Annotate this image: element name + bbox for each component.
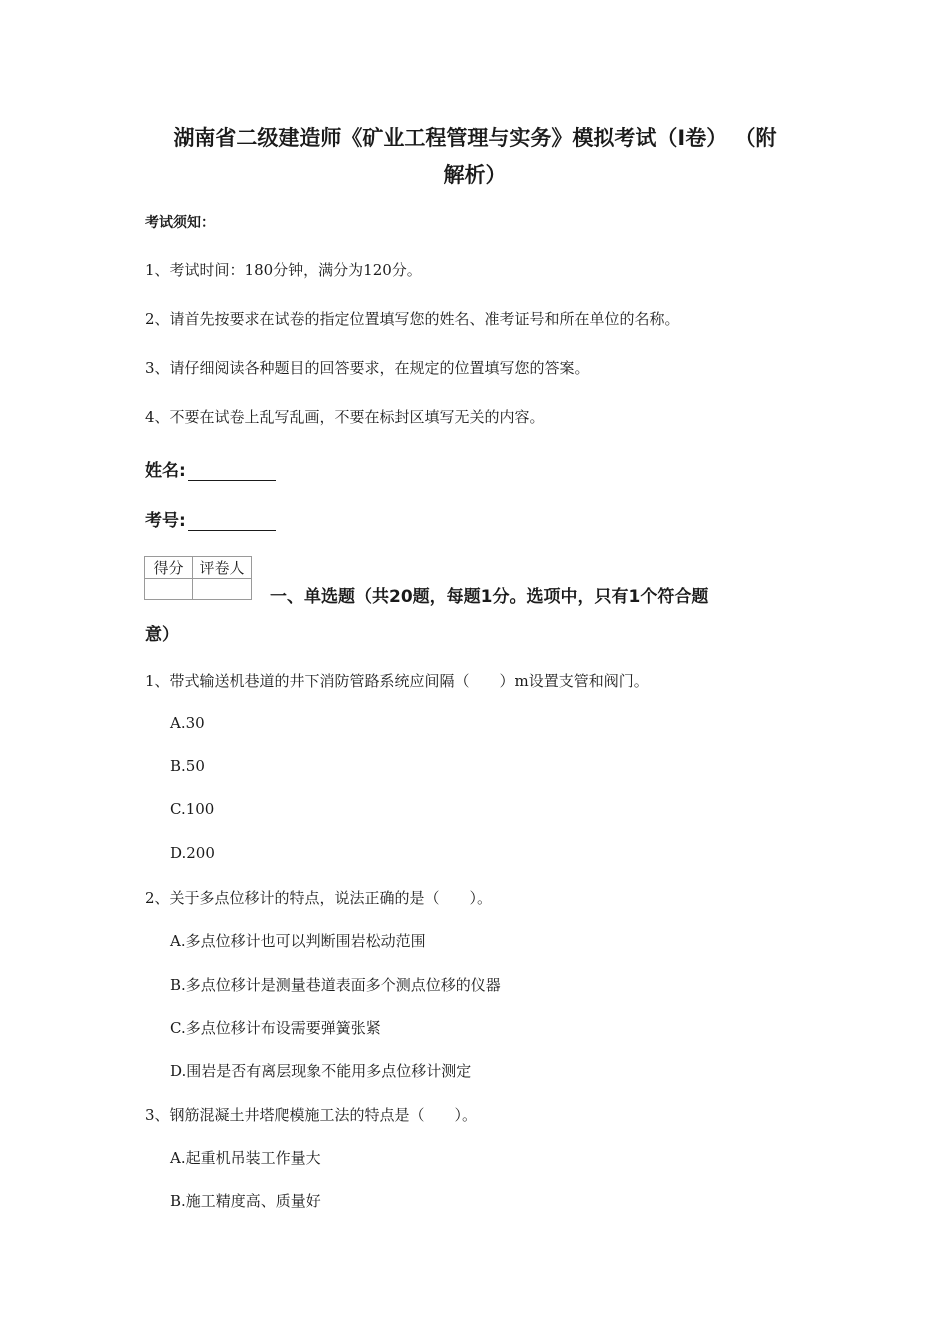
id-label: 考号: bbox=[145, 511, 186, 531]
document-title bbox=[120, 120, 830, 194]
id-blank[interactable] bbox=[188, 512, 276, 531]
notice-heading: 考试须知： bbox=[145, 215, 215, 231]
question-option: D.200 bbox=[170, 844, 215, 862]
section-heading-cont: 意） bbox=[145, 625, 179, 645]
grader-cell bbox=[193, 579, 252, 600]
notice-item: 2、请首先按要求在试卷的指定位置填写您的姓名、准考证号和所在单位的名称。 bbox=[145, 310, 680, 328]
id-field bbox=[145, 506, 276, 531]
question-option: A.30 bbox=[170, 714, 205, 732]
grader-header: 评卷人 bbox=[193, 557, 252, 579]
title-line-1: 湖南省二级建造师《矿业工程管理与实务》模拟考试（I卷） （附 bbox=[173, 126, 777, 150]
name-blank[interactable] bbox=[188, 462, 276, 481]
question-option: A.起重机吊装工作量大 bbox=[170, 1149, 321, 1167]
score-cell bbox=[145, 579, 193, 600]
notice-item: 1、考试时间：180分钟，满分为120分。 bbox=[145, 261, 422, 279]
name-field bbox=[145, 456, 276, 481]
question-stem: 2、关于多点位移计的特点，说法正确的是（ ）。 bbox=[145, 889, 493, 907]
notice-item: 3、请仔细阅读各种题目的回答要求，在规定的位置填写您的答案。 bbox=[145, 359, 590, 377]
question-stem: 3、钢筋混凝土井塔爬模施工法的特点是（ ）。 bbox=[145, 1106, 478, 1124]
score-header: 得分 bbox=[145, 557, 193, 579]
question-option: D.围岩是否有离层现象不能用多点位移计测定 bbox=[170, 1062, 472, 1080]
question-stem: 1、带式输送机巷道的井下消防管路系统应间隔（ ）m设置支管和阀门。 bbox=[145, 672, 649, 690]
question-option: B.50 bbox=[170, 757, 205, 775]
question-option: B.多点位移计是测量巷道表面多个测点位移的仪器 bbox=[170, 976, 501, 994]
score-table bbox=[144, 556, 252, 600]
name-label: 姓名: bbox=[145, 461, 186, 481]
question-option: C.100 bbox=[170, 800, 215, 818]
notice-item: 4、不要在试卷上乱写乱画，不要在标封区填写无关的内容。 bbox=[145, 408, 545, 426]
question-option: B.施工精度高、质量好 bbox=[170, 1192, 321, 1210]
question-option: C.多点位移计布设需要弹簧张紧 bbox=[170, 1019, 381, 1037]
title-line-2: 解析） bbox=[443, 163, 507, 187]
question-option: A.多点位移计也可以判断围岩松动范围 bbox=[170, 932, 426, 950]
section-heading: 一、单选题（共20题，每题1分。选项中，只有1个符合题 bbox=[270, 587, 709, 607]
